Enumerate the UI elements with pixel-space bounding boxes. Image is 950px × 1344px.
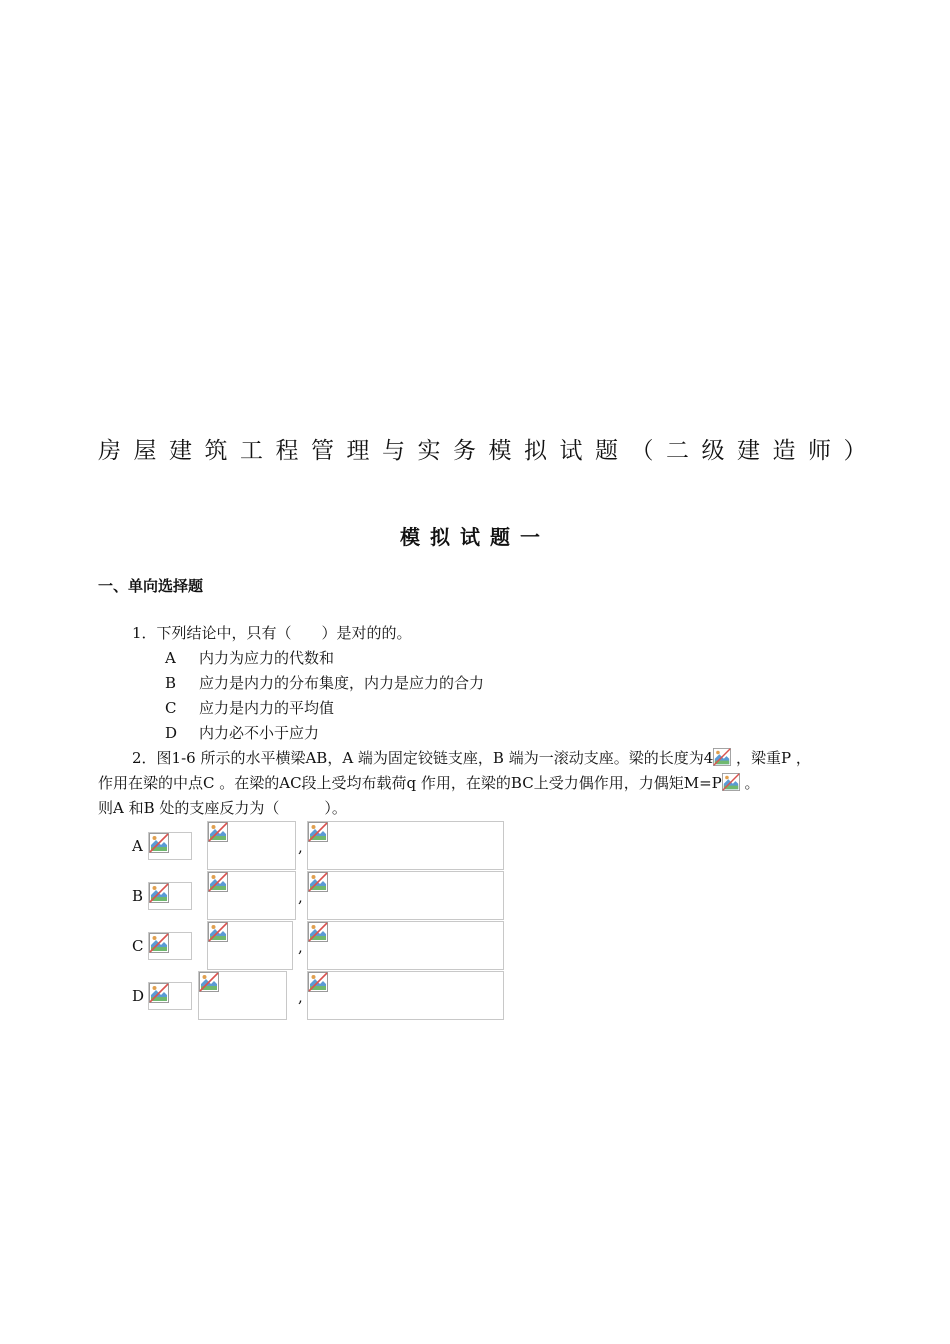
answer-letter-b: B bbox=[132, 887, 144, 905]
broken-image-icon bbox=[208, 922, 228, 942]
answer-image bbox=[148, 882, 192, 910]
question-2-text: 2．图1-6 所示的水平横梁AB，A 端为固定铰链支座，B 端为一滚动支座。梁的长度为4 bbox=[132, 749, 714, 767]
answer-image bbox=[307, 971, 504, 1020]
answer-image bbox=[198, 971, 287, 1020]
option-letter: A bbox=[165, 649, 176, 667]
broken-image-icon bbox=[308, 872, 328, 892]
question-1-option-c bbox=[165, 696, 334, 721]
answer-image bbox=[207, 921, 293, 970]
broken-image-icon bbox=[722, 773, 740, 791]
broken-image-icon bbox=[208, 872, 228, 892]
question-1-option-d bbox=[165, 721, 319, 746]
answer-separator: , bbox=[298, 938, 303, 956]
option-text: 应力是内力的平均值 bbox=[199, 699, 335, 717]
question-2-text: ，梁重P ， bbox=[736, 749, 811, 767]
answer-letter-a: A bbox=[132, 837, 143, 855]
question-2-text: 。 bbox=[744, 774, 760, 792]
broken-image-icon bbox=[713, 748, 731, 766]
answer-image bbox=[307, 821, 504, 870]
option-text: 内力必不小于应力 bbox=[199, 724, 320, 742]
section-heading: 一、单向选择题 bbox=[98, 577, 204, 595]
question-1-option-b bbox=[165, 671, 484, 696]
broken-image-icon bbox=[199, 972, 219, 992]
broken-image-icon bbox=[308, 922, 328, 942]
question-1-stem: 1．下列结论中，只有（ ）是对的的。 bbox=[132, 624, 412, 642]
answer-separator: , bbox=[298, 888, 303, 906]
exam-title: 模拟试题一 bbox=[400, 525, 550, 549]
answer-image bbox=[148, 932, 192, 960]
broken-image-icon bbox=[308, 972, 328, 992]
question-1-option-a bbox=[165, 646, 334, 671]
answer-separator: , bbox=[298, 988, 303, 1006]
question-2-line-1 bbox=[132, 746, 811, 771]
answer-image bbox=[148, 832, 192, 860]
answer-image bbox=[207, 871, 296, 920]
option-letter: C bbox=[165, 699, 177, 717]
option-letter: B bbox=[165, 674, 177, 692]
question-2-line-3: 则A 和B 处的支座反力为（ ）。 bbox=[98, 799, 347, 817]
broken-image-icon bbox=[149, 983, 169, 1003]
broken-image-icon bbox=[149, 883, 169, 903]
answer-image bbox=[207, 821, 296, 870]
answer-image bbox=[307, 871, 504, 920]
broken-image-icon bbox=[208, 822, 228, 842]
answer-letter-d: D bbox=[132, 987, 145, 1005]
broken-image-icon bbox=[308, 822, 328, 842]
answer-image bbox=[307, 921, 504, 970]
answer-letter-c: C bbox=[132, 937, 144, 955]
option-text: 应力是内力的分布集度，内力是应力的合力 bbox=[199, 674, 485, 692]
question-2-text: 作用在梁的中点C 。在梁的AC段上受均布载荷q 作用，在梁的BC上受力偶作用，力偶矩M=P bbox=[98, 774, 722, 792]
answer-separator: , bbox=[298, 838, 303, 856]
answer-image bbox=[148, 982, 192, 1010]
broken-image-icon bbox=[149, 833, 169, 853]
document-title: 房屋建筑工程管理与实务模拟试题（二级建造师） bbox=[98, 438, 879, 464]
broken-image-icon bbox=[149, 933, 169, 953]
question-2-line-2 bbox=[98, 771, 760, 796]
option-text: 内力为应力的代数和 bbox=[199, 649, 335, 667]
option-letter: D bbox=[165, 724, 178, 742]
